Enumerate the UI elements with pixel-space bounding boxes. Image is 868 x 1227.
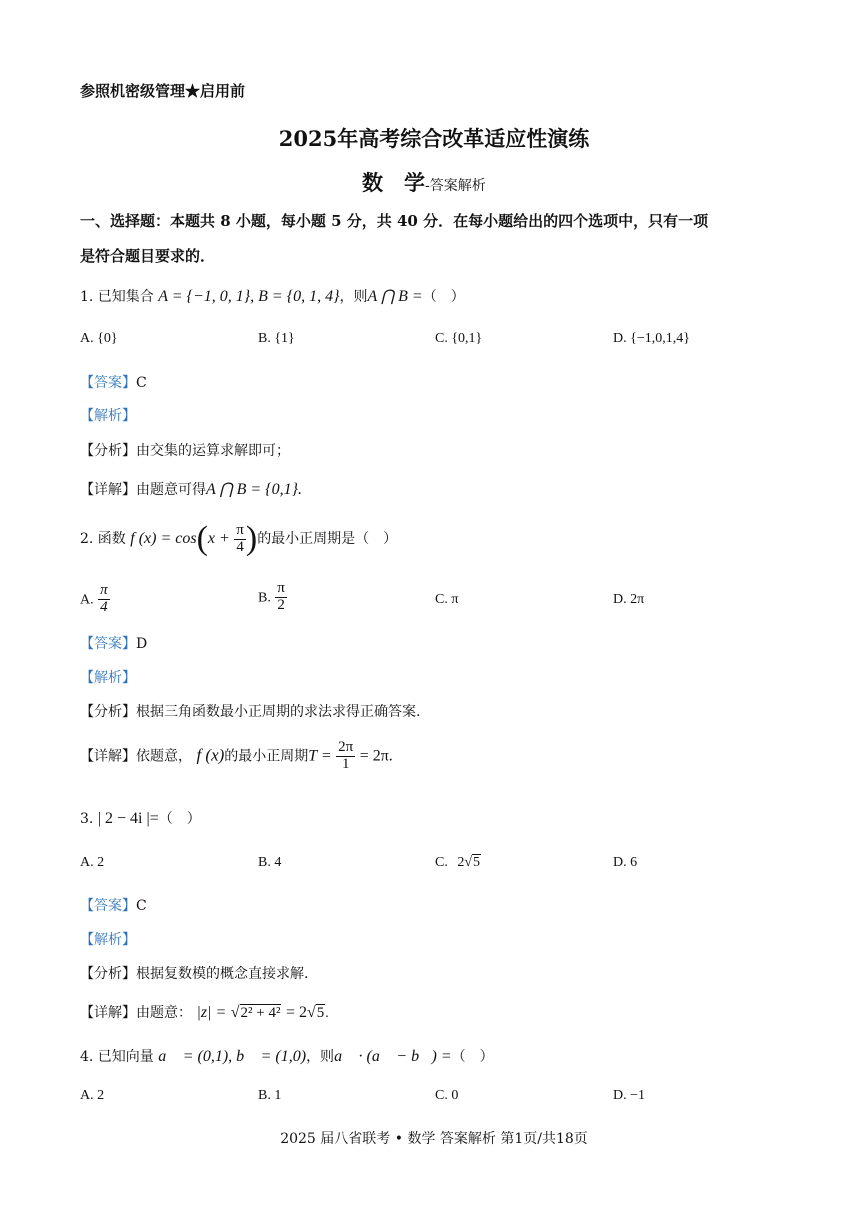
xiangjie-label: 【详解】 — [80, 482, 136, 498]
xiangjie-period: . — [325, 1006, 329, 1021]
xiangjie-text: 由题意： — [136, 1005, 192, 1021]
subject-title — [362, 167, 486, 197]
question-3-option-a: A. 2 — [80, 855, 105, 870]
xiangjie-label: 【详解】 — [80, 748, 136, 765]
question-3-xiangjie — [80, 1002, 329, 1022]
question-4-paren: （ ） — [451, 1049, 494, 1065]
question-4-option-b: B. 1 — [258, 1088, 282, 1103]
question-4-option-d: D. −1 — [613, 1088, 646, 1103]
xiangjie-equals: = 2 — [285, 1004, 307, 1021]
question-3-answer — [80, 895, 147, 915]
question-1-answer — [80, 372, 147, 392]
left-paren: ( — [196, 520, 208, 557]
xiangjie-mid: 的最小正周期 — [224, 748, 309, 765]
fraction-numerator: π — [100, 582, 108, 598]
question-3-stem — [80, 808, 201, 828]
question-2-option-b — [258, 581, 287, 614]
question-2-jiexi-label: 【解析】 — [80, 670, 136, 686]
fraction-denominator: 4 — [100, 598, 108, 615]
question-2-option-c: C. π — [435, 592, 459, 607]
question-3-math: | 2 − 4i |= — [97, 810, 159, 827]
page-footer: 2025 届八省联考 • 数学 答案解析 第1页/共18页 — [280, 1131, 588, 1147]
question-4-mid: ，则 — [306, 1049, 335, 1065]
question-3-option-d: D. 6 — [613, 855, 638, 870]
question-3-jiexi-label: 【解析】 — [80, 932, 136, 948]
question-1-fenxi — [80, 440, 290, 460]
sqrt-symbol: √ — [230, 1004, 240, 1021]
xiangjie-text: 由题意可得 — [136, 482, 206, 498]
option-c-label: C. — [435, 855, 448, 870]
xiangjie-radicand: 2² + 4² — [240, 1005, 281, 1021]
answer-value: C — [136, 375, 147, 391]
question-2-inner: x + — [207, 530, 230, 547]
fenxi-label: 【分析】 — [80, 966, 136, 982]
sqrt-symbol: √ — [464, 855, 473, 870]
option-c-coefficient: 2 — [457, 855, 465, 870]
question-1-option-d: D. {−1,0,1,4} — [613, 331, 690, 346]
option-b-fraction — [275, 581, 287, 614]
question-1-option-a: A. {0} — [80, 331, 118, 346]
question-1-mid: ，则 — [339, 289, 368, 305]
question-4-prefix: 4. 已知向量 — [80, 1049, 154, 1065]
option-b-label: B. — [258, 590, 271, 606]
fraction-denominator: 1 — [341, 755, 350, 772]
fenxi-text: 由交集的运算求解即可； — [136, 443, 290, 459]
xiangjie-function: f (x) — [196, 745, 225, 765]
question-3-paren: （ ） — [158, 811, 201, 827]
question-3-option-b: B. 4 — [258, 855, 282, 870]
question-2-prefix: 2. 函数 — [80, 531, 126, 547]
question-4-option-a: A. 2 — [80, 1088, 105, 1103]
option-c-radicand: 5 — [473, 855, 481, 870]
question-1-option-c: C. {0,1} — [435, 331, 483, 346]
question-2-option-d: D. 2π — [613, 592, 645, 607]
question-4-vectors: a⃗ = (0,1), b⃗ = (1,0) — [158, 1048, 307, 1065]
question-2-fenxi — [80, 701, 420, 721]
fenxi-text: 根据复数模的概念直接求解. — [136, 966, 309, 982]
question-1-prefix: 1. 已知集合 — [80, 289, 154, 305]
fenxi-text: 根据三角函数最小正周期的求法求得正确答案. — [136, 704, 421, 720]
exam-title: 2025年高考综合改革适应性演练 — [278, 126, 590, 151]
section-instructions-line1: 一、选择题：本题共 8 小题，每小题 5 分，共 40 分．在每小题给出的四个选项中，只有一项 — [80, 212, 709, 230]
question-2-fraction — [234, 523, 246, 556]
subject-suffix: -答案解析 — [425, 178, 486, 194]
fenxi-label: 【分析】 — [80, 704, 136, 720]
question-1-paren: （ ） — [422, 289, 465, 305]
xiangjie-period-symbol: T = — [308, 747, 332, 765]
xiangjie-modulus: |z| = — [196, 1004, 227, 1021]
question-3-fenxi — [80, 963, 308, 983]
question-3-prefix: 3. — [80, 811, 94, 827]
xiangjie-text: 依题意， — [136, 748, 192, 765]
sqrt-symbol: √ — [306, 1004, 316, 1021]
fraction-numerator: 2π — [338, 739, 354, 755]
question-4-option-c: C. 0 — [435, 1088, 459, 1103]
question-4-expression: a⃗ · (a⃗ − b⃗) = — [334, 1048, 452, 1065]
subject-name: 数 学 — [362, 170, 425, 195]
fraction-denominator: 2 — [277, 596, 285, 613]
question-2-answer — [80, 633, 147, 653]
xiangjie-result: = 2π. — [359, 747, 393, 765]
xiangjie-label: 【详解】 — [80, 1005, 136, 1021]
answer-label: 【答案】 — [80, 375, 136, 391]
right-paren: ) — [245, 520, 258, 557]
answer-label: 【答案】 — [80, 898, 136, 914]
question-1-jiexi-label: 【解析】 — [80, 408, 136, 424]
question-1-option-b: B. {1} — [258, 331, 295, 346]
question-2-xiangjie — [80, 740, 393, 773]
xiangjie-fraction — [336, 740, 355, 773]
secrecy-label: 参照机密级管理★启用前 — [80, 82, 246, 100]
question-1-sets: A = {−1, 0, 1}, B = {0, 1, 4} — [158, 288, 340, 305]
answer-label: 【答案】 — [80, 636, 136, 652]
fraction-denominator: 4 — [236, 538, 244, 555]
xiangjie-math: A ⋂ B = {0,1}. — [206, 481, 302, 498]
question-3-option-c — [435, 855, 481, 871]
fraction-numerator: π — [277, 580, 285, 596]
option-a-label: A. — [80, 592, 94, 608]
xiangjie-result-radicand: 5 — [316, 1005, 325, 1021]
section-instructions-line2: 是符合题目要求的． — [80, 247, 216, 265]
fraction-numerator: π — [236, 521, 244, 538]
question-1-stem — [80, 286, 465, 306]
question-2-suffix: 的最小正周期是（ ） — [257, 531, 398, 547]
question-4-stem — [80, 1046, 494, 1066]
question-1-intersection: A ⋂ B = — [367, 288, 423, 305]
answer-value: C — [136, 898, 147, 914]
question-2-stem — [80, 520, 397, 558]
question-2-func: f (x) = cos — [130, 530, 197, 547]
question-1-xiangjie — [80, 479, 302, 499]
answer-value: D — [136, 636, 148, 652]
question-2-option-a — [80, 583, 110, 616]
option-a-fraction — [98, 583, 110, 616]
fenxi-label: 【分析】 — [80, 443, 136, 459]
